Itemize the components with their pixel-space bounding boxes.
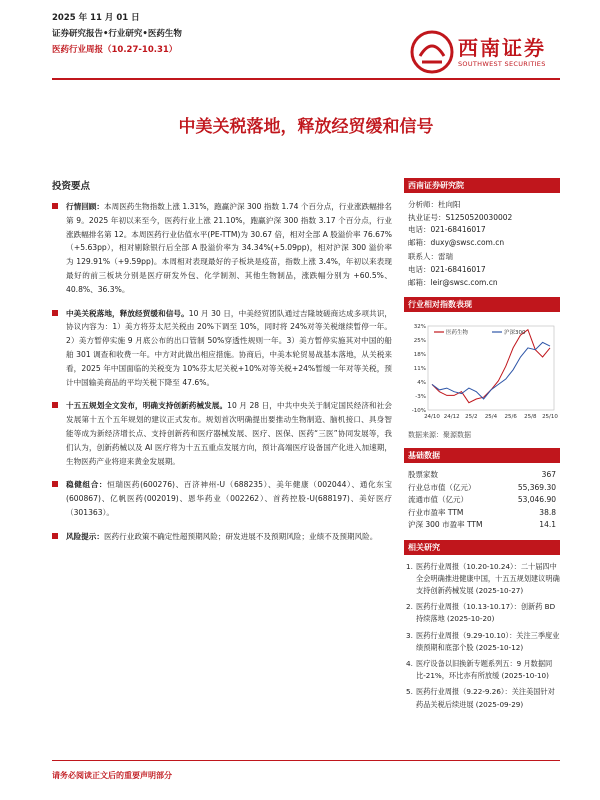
header-divider: [52, 78, 560, 80]
paragraph-text: 医药行业政策不确定性超预期风险；研发进展不及预期风险；业绩不及预期风险。: [103, 531, 378, 541]
bullet-icon: [52, 533, 58, 539]
analyst-line: 电话：021-68416017: [408, 264, 486, 274]
bullet-icon: [52, 481, 58, 487]
x-tick-label: 24/12: [443, 414, 460, 421]
logo-text-en: SOUTHWEST SECURITIES: [458, 60, 546, 68]
basic-data-value: 14.1: [539, 520, 556, 530]
basic-data-key: 行业总市值（亿元）: [408, 482, 476, 492]
sidebar: [404, 178, 560, 715]
related-report-link[interactable]: 5. 医药行业周报（9.22-9.26）：关注美国针对药品关税后续进展 (2025-09-29): [406, 687, 555, 709]
summary-paragraph: [52, 200, 392, 297]
basic-data-key: 行业市盈率 TTM: [408, 507, 464, 517]
paragraph-lead: 稳健组合：: [66, 480, 108, 490]
related-report-text: 医药行业周报（10.20-10.24）：二十届四中全会明确推进健康中国，十五五规划建议明确支持创新药械发展 (2025-10-27): [416, 561, 560, 596]
bullet-icon: [52, 310, 58, 316]
summary-paragraph: [52, 530, 392, 544]
chart-plot-area: [428, 326, 554, 410]
analyst-email-link[interactable]: 邮箱：leir@swsc.com.cn: [408, 277, 498, 287]
report-title: 中美关税落地，释放经贸缓和信号: [178, 117, 434, 137]
report-series: 医药行业周报（10.27-10.31）: [52, 45, 178, 55]
report-date: 2025 年 11 月 01 日: [52, 13, 140, 23]
x-tick-label: 24/10: [424, 414, 440, 421]
analyst-line: 电话：021-68416017: [408, 225, 486, 235]
related-report-text: 医药行业周报（9.29-10.10）：关注三季度业绩预期和底部个股 (2025-10-12): [416, 630, 560, 652]
paragraph-text: 恒瑞医药(600276)、百济神州-U（688235）、美年健康（002044）、通化东宝(600867)、亿帆医药(002019)、恩华药业（002262）、首药控股-U(688197)、美好医疗（301363）。: [66, 480, 393, 517]
paragraph-text: 10 月 30 日，中美经贸团队通过吉隆坡磋商达成多项共识，协议内容为：1）美方将芬太尼关税由 20%下调至 10%，同时将 24%对等关税继续暂停一年。2）美方暂停实施 9 月底公布的出口管制 50%穿透性规则一年。3）美方暂停实施其对中国的船舶 301 调查和收费一年。中方对此做出相应措施。协商后，中美本轮贸易战基本落地，从关税来看，2025 年中国面临的关税变为 10%芬太尼关税+10%对等关税+24%暂缓一年对等关税，预计中国输美商品的平均关税下降至 47.6%。: [66, 308, 392, 387]
analyst-line: 执业证号：S1250520030002: [408, 212, 513, 222]
basic-data-row: [404, 469, 560, 482]
basic-data-value: 38.8: [539, 507, 556, 517]
basic-data-row: [404, 519, 560, 532]
chart-svg: [404, 318, 560, 428]
y-tick-label: -3%: [415, 394, 426, 401]
series-line-hs300: [432, 343, 550, 400]
x-tick-label: 25/4: [484, 414, 498, 421]
analyst-line: 联系人：雷瑞: [408, 252, 453, 262]
related-report-text: 医药行业周报（9.22-9.26）：关注美国针对药品关税后续进展 (2025-09-29): [416, 687, 555, 709]
basic-data-key: 流通市值（亿元）: [408, 495, 468, 505]
paragraph-lead: 行情回顾：: [66, 202, 104, 211]
related-report-text: 医药行业周报（10.13-10.17）：创新药 BD 持续落地 (2025-10-20): [416, 602, 556, 624]
related-report-link[interactable]: 1. 医药行业周报（10.20-10.24）：二十届四中全会明确推进健康中国，十五五规划建议明确支持创新药械发展 (2025-10-27): [406, 561, 560, 596]
y-tick-label: 25%: [413, 338, 426, 345]
bullet-icon: [52, 203, 58, 209]
basic-data-value: 367: [541, 470, 556, 480]
basic-data-value: 53,046.90: [517, 495, 556, 505]
company-logo: [410, 30, 560, 74]
basic-data-row: [404, 494, 560, 507]
y-tick-label: -10%: [411, 408, 426, 415]
x-tick-label: 25/8: [524, 414, 537, 421]
y-tick-label: 32%: [413, 324, 426, 331]
paragraph-text: 本周医药生物指数上涨 1.31%，跑赢沪深 300 指数 1.74 个百分点，行业涨跌幅排名第 9。2025 年初以来至今，医药行业上涨 21.10%，跑赢沪深 300 指数 3.17 个百分点，行业涨跌幅排名第 12。本周医药行业估值水平(PE-TTM)为 30.67 倍，相对全部 A 股溢价率 76.67%（+5.63pp），相对剔除银行后全部 A 股溢价率为 34.34%(+5.09pp)，相对沪深 300 溢价率为 129.91%（+9.59pp)。本周相对表现最好的子板块是疫苗，指数上涨 3.4%，年初以来表现最好的前三板块分别是医疗研发外包、化学制剂、其他生物制品，涨跌幅分别为 +60.5%、40.8%、36.3%。: [66, 202, 393, 294]
footer-divider: [52, 760, 560, 761]
chart-source: 数据来源：聚源数据: [408, 431, 471, 440]
bullet-icon: [52, 402, 58, 408]
basic-data-key: 股票家数: [408, 470, 438, 480]
y-tick-label: 18%: [413, 352, 426, 359]
main-column: [52, 178, 392, 554]
basic-data-value: 55,369.30: [517, 482, 556, 492]
x-tick-label: 25/6: [504, 414, 517, 421]
summary-paragraph: [52, 307, 392, 390]
related-research-bar: 相关研究: [404, 540, 560, 555]
paragraph-lead: 风险提示：: [66, 531, 104, 541]
relative-index-chart: [404, 318, 560, 428]
paragraph-lead: 中美关税落地，释放经贸缓和信号。: [66, 308, 189, 318]
report-category: 证券研究报告•行业研究•医药生物: [52, 29, 182, 39]
x-tick-label: 25/2: [465, 414, 478, 421]
report-meta: [52, 10, 182, 58]
summary-paragraph: [52, 478, 392, 519]
legend-label: 医药生物: [446, 330, 469, 337]
footer-disclaimer[interactable]: 请务必阅读正文后的重要声明部分: [52, 771, 172, 780]
basic-data-bar: 基础数据: [404, 448, 560, 463]
x-tick-label: 25/10: [542, 414, 558, 421]
legend-label: 沪深300: [504, 330, 526, 337]
chart-title-bar: 行业相对指数表现: [404, 297, 560, 312]
section-heading: 投资要点: [52, 181, 91, 192]
y-tick-label: 4%: [417, 380, 426, 387]
summary-paragraph: [52, 399, 392, 468]
logo-text-cn: 西南证券: [458, 36, 546, 60]
related-report-link[interactable]: 2. 医药行业周报（10.13-10.17）：创新药 BD 持续落地 (2025-10-20): [406, 602, 556, 624]
basic-data-key: 沪深 300 市盈率 TTM: [408, 520, 483, 530]
analyst-email-link[interactable]: 邮箱：duxy@swsc.com.cn: [408, 237, 505, 247]
basic-data-row: [404, 507, 560, 520]
series-line-pharma: [432, 330, 550, 403]
related-report-text: 医疗设备以旧换新专题系列五：9 月数据同比-21%，环比亦有所放缓 (2025-10-10): [416, 659, 553, 681]
related-report-link[interactable]: 4. 医疗设备以旧换新专题系列五：9 月数据同比-21%，环比亦有所放缓 (2025-10-10): [406, 659, 553, 681]
y-tick-label: 11%: [413, 366, 426, 373]
paragraph-lead: 十五五规划全文发布，明确支持创新药械发展。: [66, 401, 228, 411]
basic-data-row: [404, 482, 560, 495]
paragraph-text: 10 月 28 日，中共中央关于制定国民经济和社会发展第十五个五年规划的建议正式发布。规划首次明确提出要推动生物制造、脑机接口、具身智能等成为新经济增长点、支持创新药和医疗器械发展、医疗、医保、医药“三医”协同发展等，我们认为，创新药械以及 AI 医疗将为十五五重点发展方向，预计高端医疗设备国产化进入加速期，生物医药产业将迎来黄金发展期。: [66, 401, 392, 466]
analyst-line: 分析师：杜向阳: [408, 200, 461, 209]
logo-mark-icon: [410, 30, 454, 74]
sidebar-institute-bar: 西南证券研究院: [404, 178, 560, 193]
related-report-link[interactable]: 3. 医药行业周报（9.29-10.10）：关注三季度业绩预期和底部个股 (2025-10-12): [406, 630, 560, 652]
